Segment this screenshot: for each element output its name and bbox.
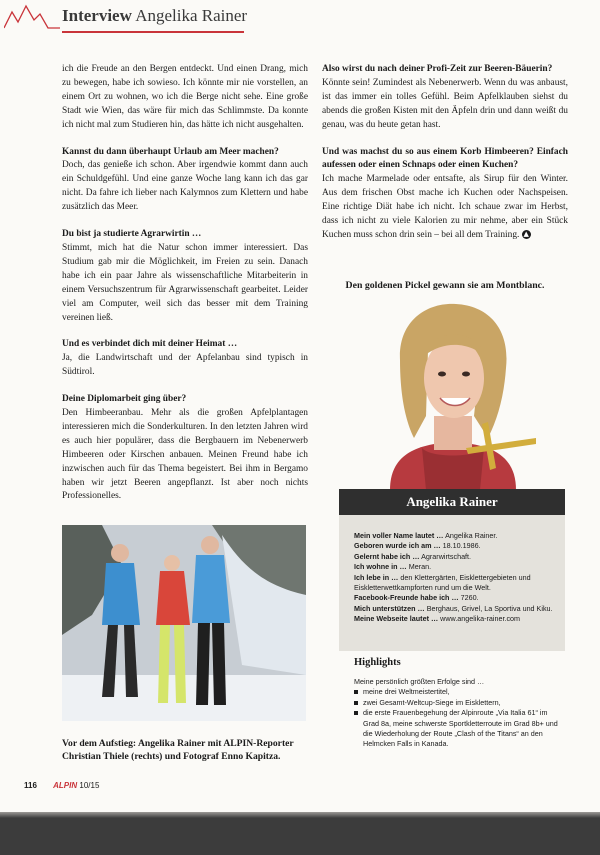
- header-name: Angelika Rainer: [135, 6, 248, 25]
- scan-bottom-edge: [0, 812, 600, 855]
- left-text-column: [62, 63, 308, 504]
- profile-fact-label: Facebook-Freunde habe ich …: [354, 593, 459, 603]
- issue-number: 10/15: [79, 781, 100, 790]
- header-rule: [62, 31, 244, 33]
- magazine-name: ALPIN: [53, 781, 78, 790]
- profile-fact-value: Berghaus, Grivel, La Sportiva und Kiku.: [426, 603, 553, 613]
- interview-answer: Stimmt, mich hat die Natur schon immer interessiert. Das Studium gab mir die Möglichkeit, im Freien zu sein. Danach habe ich ein paar Jahre als wissenschaftliche Mitarbeiterin in einem Versuchszentrum für Agrarwissenschaft gearbeitet. Leider viel am Computer, weil sich das besser mit dem Training vereinen ließ.: [62, 242, 308, 323]
- interview-question: Und es verbindet dich mit deiner Heimat …: [62, 339, 238, 350]
- highlights-list: [354, 687, 564, 749]
- page-footer: [24, 781, 99, 790]
- profile-fact: [354, 593, 559, 603]
- profile-fact: [354, 531, 559, 541]
- profile-fact-label: Ich wohne in …: [354, 562, 407, 572]
- interview-answer: Den Himbeeranbau. Mehr als die großen Apfelplantagen interessieren mich die Sonderkulturen. In den letzten Jahren wird es auch hier populärer, dass die Bergbauern im Nebenerwerb Himbeeren oder Kirschen anbauen. Meinen Freund habe ich inzwischen auch für das Thema begeistert. Bei ihm in Bergamo haben wir jetzt Beeren angepflanzt. Ist aber noch nichts Professionelles.: [62, 408, 308, 502]
- profile-fact-label: Geboren wurde ich am …: [354, 541, 441, 551]
- page-header: [0, 0, 600, 40]
- paragraph-gap: [62, 325, 308, 338]
- profile-fact-value: 7260.: [460, 593, 479, 603]
- profile-fact-value: den Klettergärten, Eisklettergebieten und Eiskletterwettkampforten rund um die Welt.: [354, 572, 531, 593]
- profile-fact-label: Mein voller Name lautet …: [354, 531, 444, 540]
- page-title: [62, 6, 247, 26]
- paragraph-gap: [62, 133, 308, 146]
- profile-fact: [354, 562, 559, 572]
- profile-fact-label: Ich lebe in …: [354, 572, 399, 582]
- profile-fact-label: Gelernt habe ich …: [354, 551, 420, 561]
- mountain-zigzag-icon: [4, 2, 60, 32]
- profile-fact-label: Meine Webseite lautet …: [354, 614, 439, 624]
- page-number: 116: [24, 781, 37, 790]
- profile-facts: [354, 531, 559, 625]
- profile-name-bar: Angelika Rainer: [339, 489, 565, 515]
- right-text-column: [322, 63, 568, 243]
- paragraph-gap: [62, 380, 308, 393]
- portrait-photo: [370, 298, 536, 490]
- interview-question: Und was machst du so aus einem Korb Himbeeren? Einfach aufessen oder einen Schnaps oder einen Kuchen?: [322, 146, 568, 171]
- highlights-heading: Highlights: [354, 657, 401, 668]
- interview-question: Du bist ja studierte Agrarwirtin …: [62, 229, 202, 240]
- interview-answer: Könnte sein! Zumindest als Nebenerwerb. Wenn du was anbaust, ist das immer ein tolles Gefühl. Beim Apfelklauben siehst du abends die großen Kisten mit den Äpfeln drin und dann weißt du genau, was du heute getan hast.: [322, 77, 568, 130]
- profile-fact: [354, 604, 559, 614]
- profile-fact-label: Mich unterstützen …: [354, 603, 425, 613]
- highlight-item: meine drei Weltmeistertitel,: [354, 687, 564, 697]
- photo-caption: Vor dem Aufstieg: Angelika Rainer mit ALPIN-Reporter Christian Thiele (rechts) und Fotograf Enno Kapitza.: [62, 738, 294, 762]
- profile-fact-value: www.angelika-rainer.com: [440, 614, 521, 624]
- group-photo: [62, 525, 306, 721]
- paragraph-gap: [322, 133, 568, 146]
- profile-fact: [354, 614, 559, 624]
- interview-answer: Doch, das genieße ich schon. Aber irgendwie kommt dann auch ein Schuldgefühl. Und eine ganze Woche lang kann ich das gar nicht. Da fahre ich lieber nach Kalymnos zum Klettern und habe zusätzlich das Meer.: [62, 160, 308, 213]
- interview-answer: Ja, die Landwirtschaft und der Apfelanbau sind typisch in Südtirol.: [62, 353, 308, 378]
- interview-answer: Ich mache Marmelade oder entsafte, als Sirup für den Winter. Aus dem frischen Obst mache ich Kuchen oder Nachspeisen. Eine richtige Diät habe ich nicht. Ich schaue zwar im Herbst, dass ich nicht zu viele Kalorien zu mir nehme, aber ein Stück Kuchen muss schon drin sein – bei all dem Training. ▲: [322, 174, 568, 240]
- pull-quote: Den goldenen Pickel gewann sie am Montblanc.: [345, 280, 545, 291]
- highlight-item: zwei Gesamt-Weltcup-Siege im Eisklettern,: [354, 698, 564, 708]
- highlight-item: die erste Frauenbegehung der Alpinroute „Via Italia 61“ im Grad 8a, meine schwerste Sportkletterroute im Grad 8b+ und die Wiederholung der Route „Clash of the Titans“ an den Helmcken Falls in Kanada.: [354, 708, 564, 750]
- profile-fact-value: 18.10.1986.: [442, 541, 481, 551]
- profile-fact: [354, 541, 559, 551]
- profile-fact-value: Angelika Rainer.: [445, 531, 498, 540]
- highlights-intro: Meine persönlich größten Erfolge sind …: [354, 677, 485, 686]
- profile-fact: [354, 573, 559, 594]
- header-kicker: Interview: [62, 6, 132, 25]
- interview-question: Kannst du dann überhaupt Urlaub am Meer machen?: [62, 146, 279, 157]
- profile-fact-value: Agrarwirtschaft.: [421, 551, 472, 561]
- article-end-icon: ▲: [523, 230, 529, 239]
- paragraph-gap: [62, 215, 308, 228]
- profile-fact: [354, 552, 559, 562]
- profile-fact-value: Meran.: [408, 562, 432, 572]
- interview-answer: ich die Freude an den Bergen entdeckt. Und einen Drang, mich zu bewegen, habe ich sowieso. Ich könnte mir nie vorstellen, an einem Ort zu wohnen, wo ich die Berge nicht sehe. Eine große Stadt wie Wien, das wäre für mich das Schlimmste. Da konnte ich nicht mal zum Studieren hin, das hätte ich nicht ausgehalten.: [62, 64, 308, 130]
- interview-question: Also wirst du nach deiner Profi-Zeit zur Beeren-Bäuerin?: [322, 64, 553, 74]
- highlights-section: [354, 677, 564, 750]
- interview-question: Deine Diplomarbeit ging über?: [62, 394, 187, 405]
